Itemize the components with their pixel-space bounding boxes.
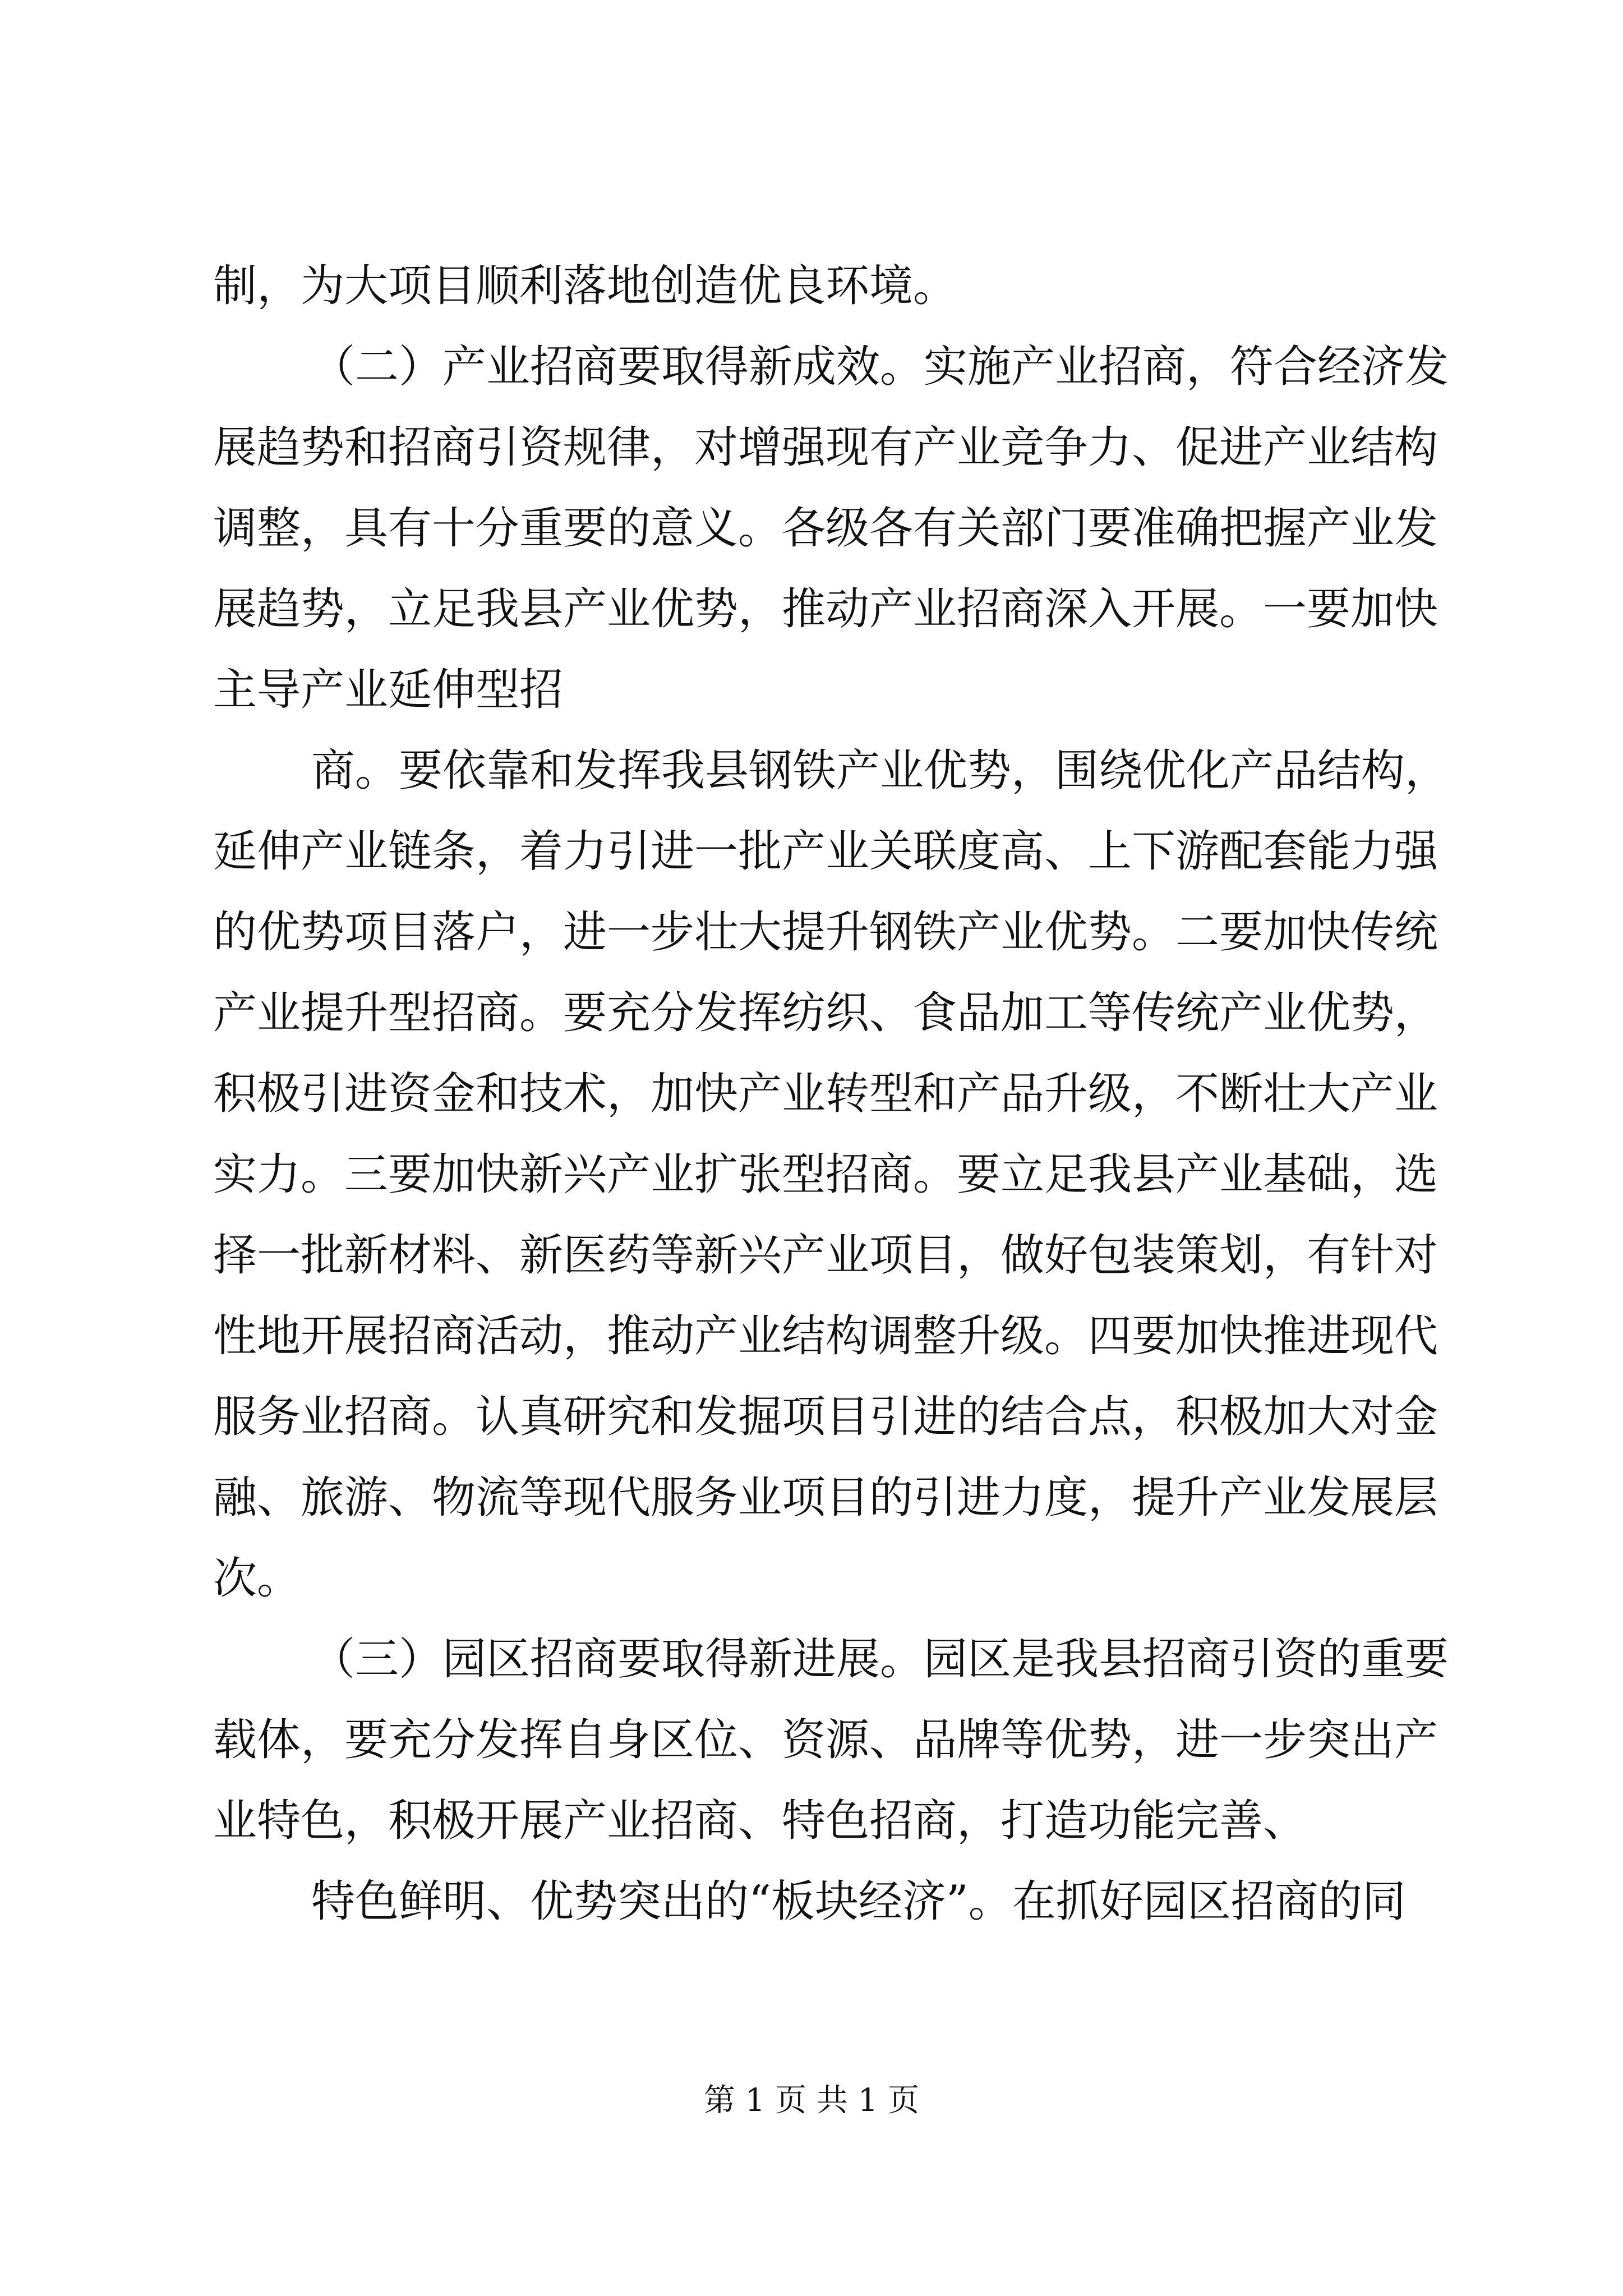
text-line: 产业提升型招商。要充分发挥纺织、食品加工等传统产业优势， <box>213 988 1438 1038</box>
text-line: 业特色，积极开展产业招商、特色招商，打造功能完善、 <box>213 1796 1307 1846</box>
text-line: 制，为大项目顺利落地创造优良环境。 <box>213 261 957 311</box>
text-line: 的优势项目落户，进一步壮大提升钢铁产业优势。二要加快传统 <box>213 907 1438 958</box>
text-line: 实力。三要加快新兴产业扩张型招商。要立足我县产业基础，选 <box>213 1149 1438 1200</box>
text-line: 展趋势和招商引资规律，对增强现有产业竞争力、促进产业结构 <box>213 422 1438 473</box>
text-line: （三）园区招商要取得新进展。园区是我县招商引资的重要 <box>311 1634 1449 1685</box>
page-footer: 第 1 页 共 1 页 <box>703 2082 920 2119</box>
text-line: （二）产业招商要取得新成效。实施产业招商，符合经济发 <box>311 342 1449 392</box>
text-line: 调整，具有十分重要的意义。各级各有关部门要准确把握产业发 <box>213 503 1438 554</box>
text-line: 延伸产业链条，着力引进一批产业关联度高、上下游配套能力强 <box>213 826 1438 877</box>
text-line: 择一批新材料、新医药等新兴产业项目，做好包装策划，有针对 <box>213 1230 1438 1281</box>
text-line: 主导产业延伸型招 <box>213 665 564 715</box>
text-line: 展趋势，立足我县产业优势，推动产业招商深入开展。一要加快 <box>213 584 1438 634</box>
text-line: 融、旅游、物流等现代服务业项目的引进力度，提升产业发展层 <box>213 1473 1438 1523</box>
text-line: 商。要依靠和发挥我县钢铁产业优势，围绕优化产品结构， <box>311 746 1449 796</box>
text-line: 特色鲜明、优势突出的“板块经济”。在抓好园区招商的同 <box>311 1876 1406 1927</box>
text-line: 积极引进资金和技术，加快产业转型和产品升级，不断壮大产业 <box>213 1069 1438 1119</box>
text-line: 次。 <box>213 1553 301 1604</box>
text-line: 载体，要充分发挥自身区位、资源、品牌等优势，进一步突出产 <box>213 1715 1438 1765</box>
text-line: 服务业招商。认真研究和发掘项目引进的结合点，积极加大对金 <box>213 1392 1438 1442</box>
text-line: 性地开展招商活动，推动产业结构调整升级。四要加快推进现代 <box>213 1311 1438 1361</box>
